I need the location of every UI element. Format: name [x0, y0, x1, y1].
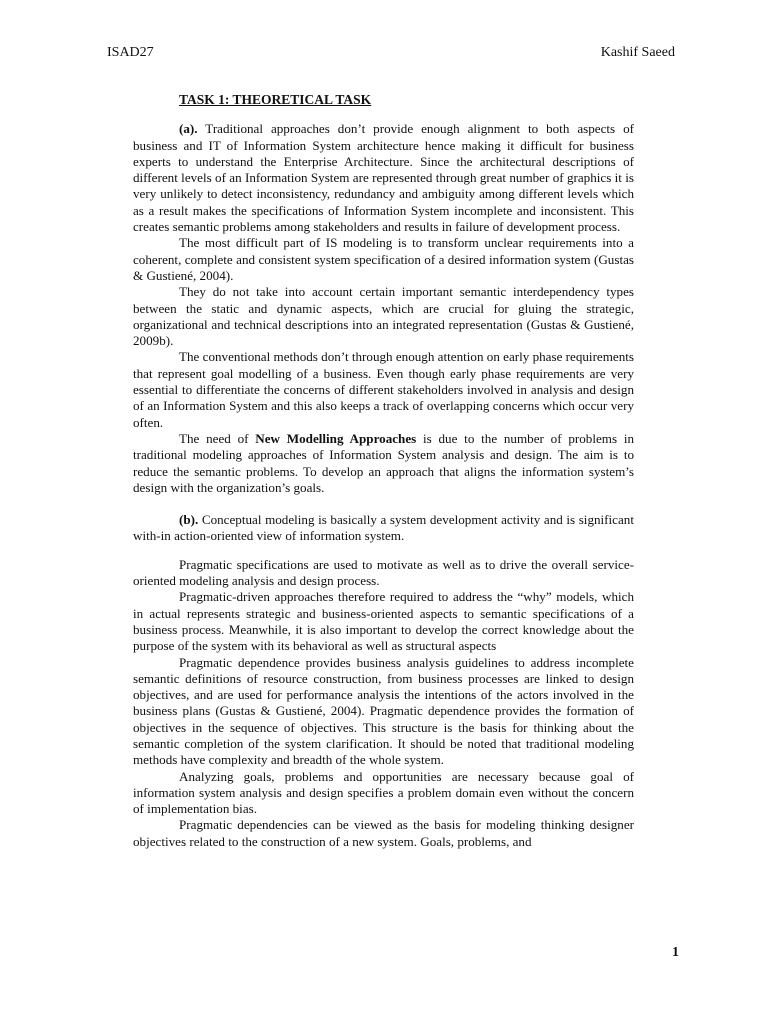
part-b-paragraph-3: Pragmatic-driven approaches therefore required to address the “why” models, which in actual represents strategic and business-oriented aspects to semantic specifications of a business process. Meanwhile, it is also important to develop the correct knowledge about the purpose of the system with its behavioral as well as structural aspects [133, 589, 634, 654]
part-b-paragraph-2: Pragmatic specifications are used to motivate as well as to drive the overall service-oriented modeling analysis and design process. [133, 556, 634, 589]
header-course-code: ISAD27 [107, 45, 154, 60]
part-b-paragraph-5: Analyzing goals, problems and opportunities are necessary because goal of information system analysis and design specifies a problem domain even without the concern of implementation bias. [133, 768, 634, 817]
part-b-label: (b). [179, 512, 199, 528]
part-a-paragraph-5-end: is due to the number of problems in traditional modeling approaches of Information System analysis and design. The aim is to reduce the semantic problems. To develop an approach that aligns the information system’s design with the organization’s goals. [133, 430, 635, 495]
header-author-name: Kashif Saeed [600, 45, 675, 60]
section-title: TASK 1: THEORETICAL TASK [179, 92, 372, 107]
part-a-paragraph-5 [133, 431, 634, 496]
part-a-paragraph-2: The most difficult part of IS modeling is to transform unclear requirements into a coherent, complete and consistent system specification of a desired information system (Gustas & Gustiené, 2004). [133, 235, 634, 283]
page-number: 1 [672, 945, 679, 960]
part-a-paragraph-4: The conventional methods don’t through enough attention on early phase requirements that represent goal modelling of a business. Even though early phase requirements are very essential to differentiate the concerns of different stakeholders involved in analysis and design of an Information System and this also keeps a track of overlapping concerns which occur very often. [133, 349, 635, 430]
part-b-paragraph-6: Pragmatic dependencies can be viewed as the basis for modeling thinking designer objectives related to the construction of a new system. Goals, problems, and [133, 817, 634, 849]
part-a-paragraph-5-start: The need of [179, 430, 256, 446]
part-a-paragraph-3: They do not take into account certain important semantic interdependency types between the static and dynamic aspects, which are crucial for gluing the strategic, organizational and technical descriptions into an integrated representation (Gustas & Gustiené, 2009b). [133, 284, 634, 349]
document-body [133, 92, 634, 850]
new-modelling-approaches-bold: New Modelling Approaches [255, 430, 417, 446]
part-a-paragraph-1-text: Traditional approaches don’t provide enough alignment to both aspects of business and IT of Information System architecture hence making it difficult for business experts to understand the Enterprise Architecture. Since the architectural descriptions of different levels of an Information System are represented through great number of graphics it is very unlikely to detect inconsistency, redundancy and ambiguity among different levels which as a result makes the specifications of Information System incomplete and inconsistent. This creates semantic problems among stakeholders and results in failure of development process. [133, 121, 634, 235]
part-a-paragraph-1 [133, 121, 634, 235]
part-a-label: (a). [179, 121, 198, 137]
part-b-paragraph-4: Pragmatic dependence provides business analysis guidelines to address incomplete semantic definitions of resource construction, from business processes are linked to design objectives, and are used for performance analysis the intentions of the actors involved in the business plans (Gustas & Gustiené, 2004). Pragmatic dependence provides the formation of objectives in the sequence of objectives. This structure is the basis for thinking about the semantic completion of the system clarification. It should be noted that traditional modeling methods have complexity and breadth of the whole system. [133, 654, 634, 768]
part-b-paragraph-1-text: Conceptual modeling is basically a system development activity and is significant with-in action-oriented view of information system. [133, 512, 634, 544]
part-b-paragraph-1 [133, 512, 634, 545]
